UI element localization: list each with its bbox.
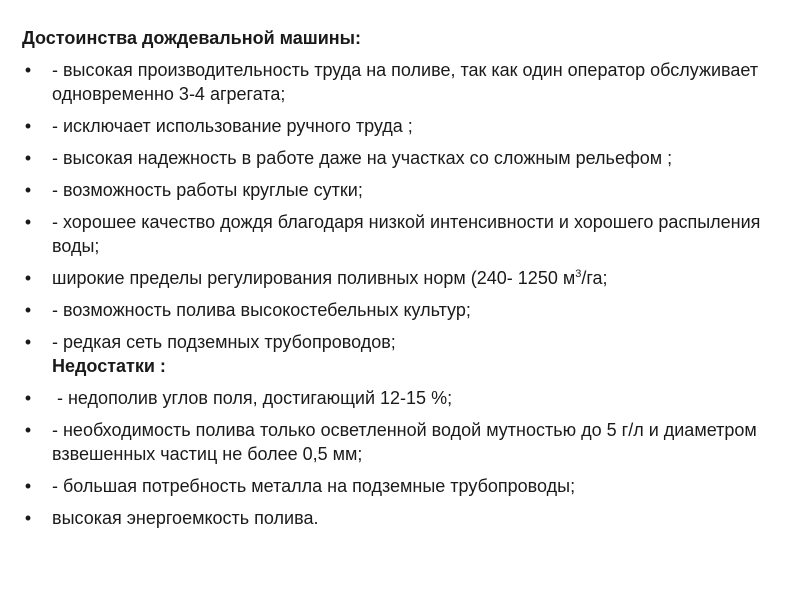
list-item xyxy=(22,474,782,498)
bullet-icon: • xyxy=(24,388,32,408)
list-item-text: - редкая сеть подземных трубопроводов; xyxy=(52,332,396,352)
list-item xyxy=(22,330,782,378)
list-item xyxy=(22,178,782,202)
list-item xyxy=(22,114,782,138)
bullet-icon: • xyxy=(24,420,32,440)
list-item-text: - хорошее качество дождя благодаря низкой интенсивности и хорошего распыления воды; xyxy=(52,212,761,256)
list-item-text xyxy=(52,268,608,288)
disadvantages-heading: Недостатки : xyxy=(52,356,166,376)
list-item xyxy=(22,506,782,530)
list-item-text: - большая потребность металла на подземные трубопроводы; xyxy=(52,476,576,496)
irrigation-norm-unit: /га; xyxy=(581,268,608,288)
list-item-text: высокая энергоемкость полива. xyxy=(52,508,319,528)
bullet-icon: • xyxy=(24,508,32,528)
superscript-exponent: 3 xyxy=(575,268,582,280)
bullet-icon: • xyxy=(24,60,32,80)
bullet-icon: • xyxy=(24,180,32,200)
slide-content xyxy=(22,26,782,538)
advantages-heading: Достоинства дождевальной машины: xyxy=(22,28,362,48)
list-item xyxy=(22,418,782,466)
irrigation-norm-text: широкие пределы регулирования поливных норм (240- 1250 м xyxy=(52,268,576,288)
bullet-icon: • xyxy=(24,268,32,288)
bullet-list xyxy=(22,58,782,530)
bullet-icon: • xyxy=(24,332,32,352)
list-item-text: - необходимость полива только осветленной водой мутностью до 5 г/л и диаметром взвешенных частиц не более 0,5 мм; xyxy=(52,420,757,464)
list-item-text: - недополив углов поля, достигающий 12-15 %; xyxy=(52,388,453,408)
bullet-icon: • xyxy=(24,476,32,496)
list-item xyxy=(22,58,782,106)
list-item xyxy=(22,298,782,322)
list-item-text: - высокая надежность в работе даже на участках со сложным рельефом ; xyxy=(52,148,673,168)
bullet-icon: • xyxy=(24,212,32,232)
list-item xyxy=(22,210,782,258)
list-item-text: - возможность полива высокостебельных культур; xyxy=(52,300,471,320)
list-item xyxy=(22,266,782,290)
list-item-text: - возможность работы круглые сутки; xyxy=(52,180,363,200)
bullet-icon: • xyxy=(24,300,32,320)
list-item-text: - исключает использование ручного труда ; xyxy=(52,116,413,136)
bullet-icon: • xyxy=(24,116,32,136)
list-item-text: - высокая производительность труда на поливе, так как один оператор обслуживает одновременно 3-4 агрегата; xyxy=(52,60,759,104)
list-item xyxy=(22,146,782,170)
bullet-icon: • xyxy=(24,148,32,168)
list-item xyxy=(22,386,782,410)
